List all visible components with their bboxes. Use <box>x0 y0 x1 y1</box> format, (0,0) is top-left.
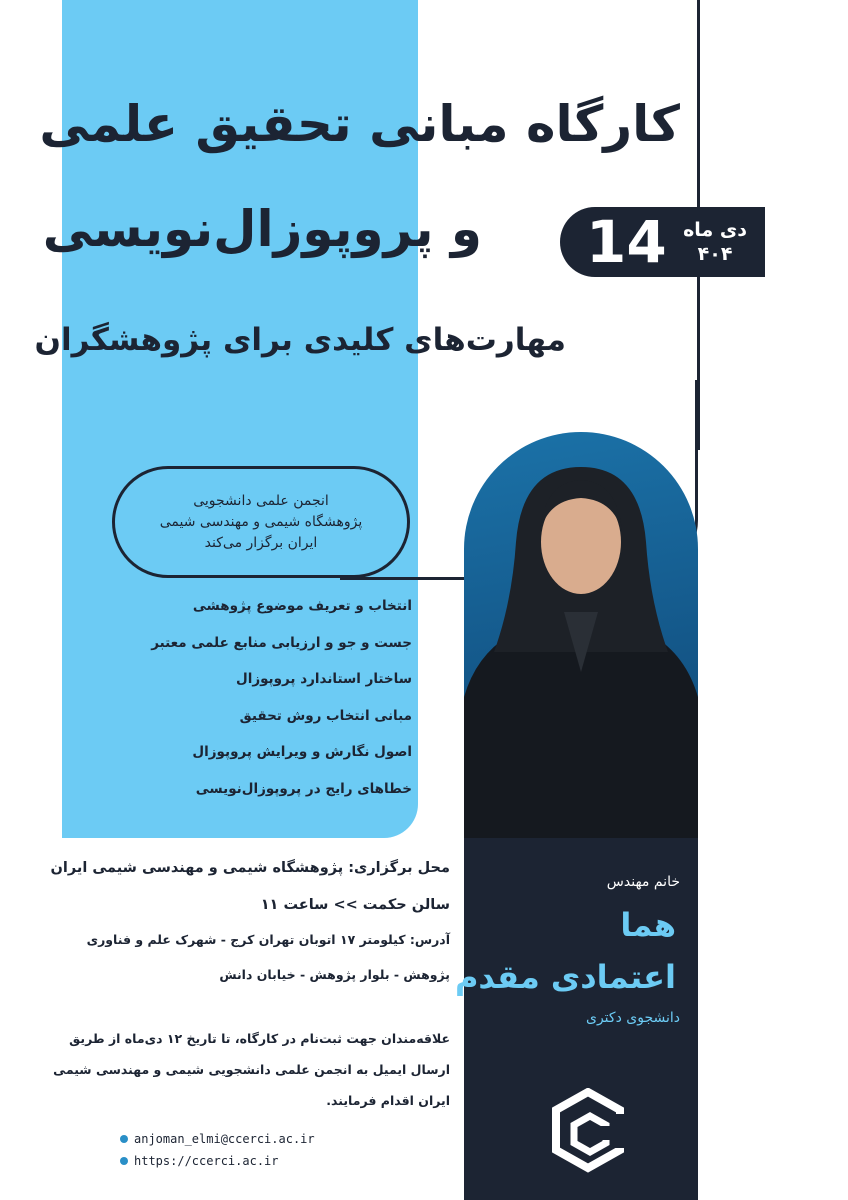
speaker-portrait-illustration <box>464 432 698 838</box>
poster-title-line2: و پروپوزال‌نویسی <box>42 200 482 258</box>
speaker-first-name: هما <box>620 906 676 944</box>
globe-icon <box>120 1157 128 1165</box>
email-icon <box>120 1135 128 1143</box>
topic-item: جست و جو و ارزیابی منابع علمی معتبر <box>151 634 412 651</box>
contact-info <box>120 1128 315 1172</box>
venue-info <box>51 858 450 985</box>
registration-text: علاقه‌مندان جهت ثبت‌نام در کارگاه، تا تاریخ ۱۲ دی‌ماه از طریق ارسال ایمیل به انجمن علمی دانشجویی شیمی و مهندسی شیمی ایران اقدام فرمایند. <box>53 1031 450 1108</box>
speaker-panel <box>454 838 698 1200</box>
venue-place: محل برگزاری: پژوهشگاه شیمی و مهندسی شیمی ایران <box>50 860 450 876</box>
topic-item: ساختار استاندارد پروپوزال <box>235 671 412 687</box>
speaker-photo <box>464 432 698 838</box>
topic-item: مبانی انتخاب روش تحقیق <box>239 707 412 724</box>
website-link[interactable]: https://ccerci.ac.ir <box>134 1154 279 1168</box>
topics-list <box>151 598 412 817</box>
date-day: 14 <box>586 208 667 276</box>
venue-address-line2: پژوهش - بلوار پژوهش - خیابان دانش <box>219 967 450 982</box>
date-badge <box>560 207 765 277</box>
venue-hall-time: سالن حکمت >> ساعت ۱۱ <box>260 897 450 913</box>
speaker-last-name: اعتمادی مقدم <box>454 958 676 996</box>
topic-item: خطاهای رایج در پروپوزال‌نویسی <box>195 780 412 797</box>
organizer-line2: پژوهشگاه شیمی و مهندسی شیمی <box>159 514 363 530</box>
organizer-bubble <box>112 466 410 578</box>
organizer-line3: ایران برگزار می‌کند <box>204 535 318 551</box>
poster-subtitle: مهارت‌های کلیدی برای پژوهشگران <box>34 322 566 358</box>
poster-title-line1: کارگاه مبانی تحقیق علمی <box>39 95 680 153</box>
institute-logo-icon <box>550 1088 626 1174</box>
topic-item: اصول نگارش و ویرایش پروپوزال <box>192 744 412 760</box>
speaker-prefix: خانم مهندس <box>606 874 680 890</box>
venue-address-line1: آدرس: کیلومتر ۱۷ اتوبان تهران کرج - شهرک علم و فناوری <box>86 932 450 947</box>
date-month-year <box>683 218 747 266</box>
email-link[interactable]: anjoman_elmi@ccerci.ac.ir <box>134 1132 315 1146</box>
website-row[interactable] <box>120 1150 315 1172</box>
date-month: دی ماه <box>683 219 747 241</box>
email-row[interactable] <box>120 1128 315 1150</box>
speaker-degree: دانشجوی دکتری <box>586 1010 680 1026</box>
topic-item: انتخاب و تعریف موضوع پژوهشی <box>192 598 412 614</box>
organizer-line1: انجمن علمی دانشجویی <box>193 493 329 509</box>
date-year: ۴۰۴ <box>697 243 733 265</box>
